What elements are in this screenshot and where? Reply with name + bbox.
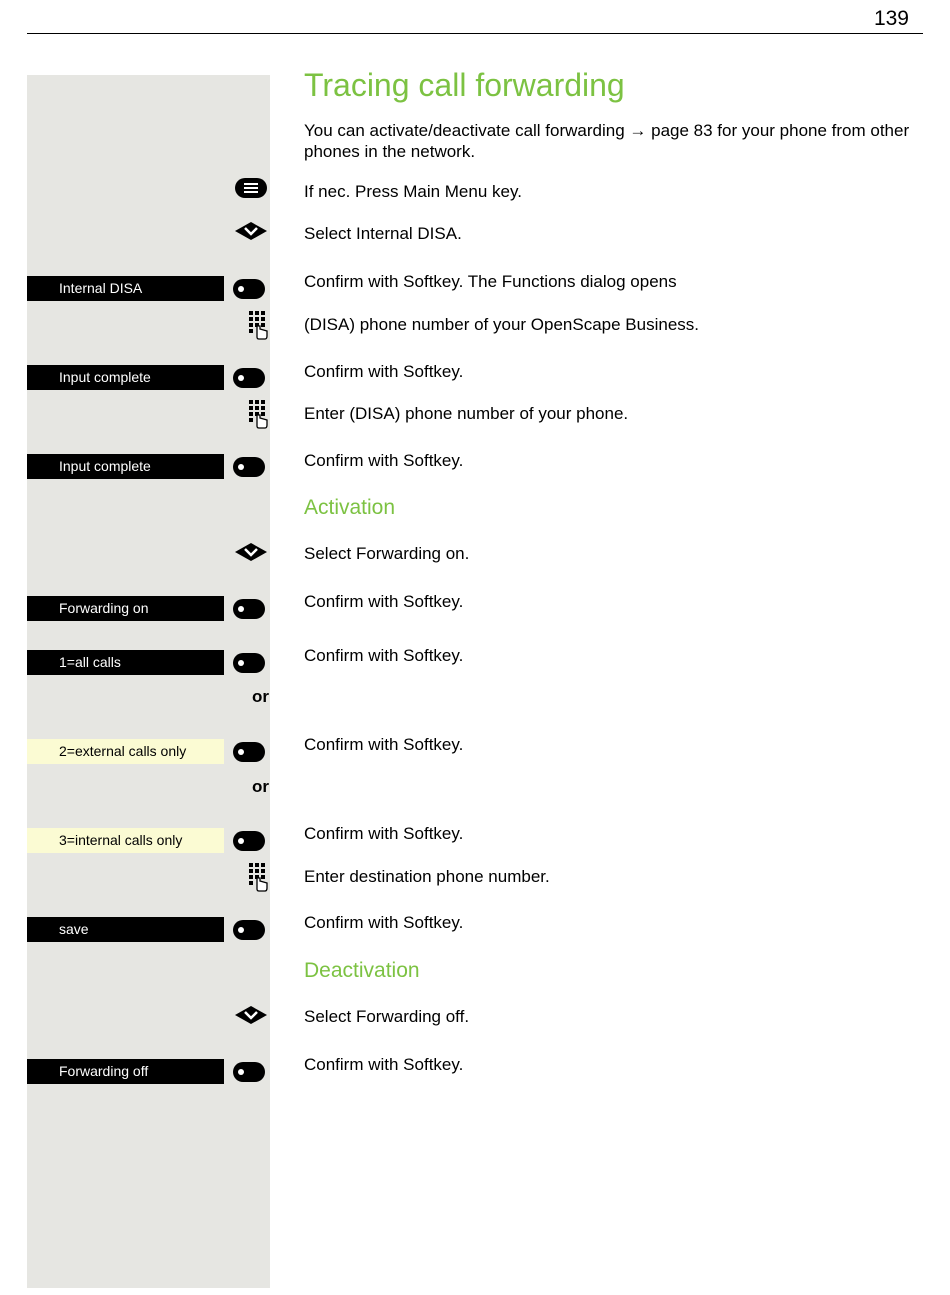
header-rule [27, 33, 923, 34]
sidebar-panel [27, 75, 270, 1288]
softkey-external-calls-only[interactable]: 2=external calls only [27, 739, 224, 764]
or-separator: or [252, 777, 269, 796]
softkey-button-icon [233, 368, 265, 388]
softkey-button-icon [233, 1062, 265, 1082]
intro-paragraph [304, 120, 929, 162]
softkey-input-complete[interactable]: Input complete [27, 365, 224, 390]
step-confirm-functions-dialog: Confirm with Softkey. The Functions dialog opens [304, 272, 677, 291]
softkey-button-icon [233, 457, 265, 477]
softkey-internal-disa[interactable]: Internal DISA [27, 276, 224, 301]
activation-heading: Activation [304, 496, 396, 519]
softkey-forwarding-off[interactable]: Forwarding off [27, 1059, 224, 1084]
step-select-forwarding-off: Select Forwarding off. [304, 1007, 470, 1026]
navigation-key-icon [235, 543, 267, 561]
softkey-internal-calls-only[interactable]: 3=internal calls only [27, 828, 224, 853]
step-enter-destination-number: Enter destination phone number. [304, 867, 550, 886]
or-separator: or [252, 687, 269, 706]
main-menu-key-icon [235, 178, 267, 198]
step-confirm-softkey: Confirm with Softkey. [304, 362, 464, 381]
intro-text-start: You can activate/deactivate call forwarding [304, 121, 630, 140]
softkey-all-calls[interactable]: 1=all calls [27, 650, 224, 675]
step-select-forwarding-on: Select Forwarding on. [304, 544, 470, 563]
step-confirm-softkey: Confirm with Softkey. [304, 735, 464, 754]
step-confirm-softkey: Confirm with Softkey. [304, 451, 464, 470]
step-select-internal-disa: Select Internal DISA. [304, 224, 462, 243]
step-disa-number-openscape: (DISA) phone number of your OpenScape Business. [304, 315, 699, 334]
step-confirm-softkey: Confirm with Softkey. [304, 913, 464, 932]
keypad-icon [248, 310, 268, 340]
page-number: 139 [873, 7, 909, 30]
step-confirm-softkey: Confirm with Softkey. [304, 824, 464, 843]
step-confirm-softkey: Confirm with Softkey. [304, 1055, 464, 1074]
softkey-forwarding-on[interactable]: Forwarding on [27, 596, 224, 621]
deactivation-heading: Deactivation [304, 959, 420, 982]
step-enter-phone-disa: Enter (DISA) phone number of your phone. [304, 404, 629, 423]
softkey-button-icon [233, 599, 265, 619]
page-title: Tracing call forwarding [304, 67, 625, 103]
softkey-input-complete[interactable]: Input complete [27, 454, 224, 479]
softkey-button-icon [233, 279, 265, 299]
page-reference-arrow: → [629, 121, 647, 140]
keypad-icon [248, 399, 268, 429]
softkey-button-icon [233, 653, 265, 673]
softkey-button-icon [233, 920, 265, 940]
softkey-save[interactable]: save [27, 917, 224, 942]
step-press-main-menu: If nec. Press Main Menu key. [304, 182, 522, 201]
softkey-button-icon [233, 742, 265, 762]
navigation-key-icon [235, 1006, 267, 1024]
navigation-key-icon [235, 222, 267, 240]
intro-text-end: page 83 for your phone from other phones in the network. [304, 121, 910, 161]
step-confirm-softkey: Confirm with Softkey. [304, 646, 464, 665]
softkey-button-icon [233, 831, 265, 851]
keypad-icon [248, 862, 268, 892]
step-confirm-softkey: Confirm with Softkey. [304, 592, 464, 611]
